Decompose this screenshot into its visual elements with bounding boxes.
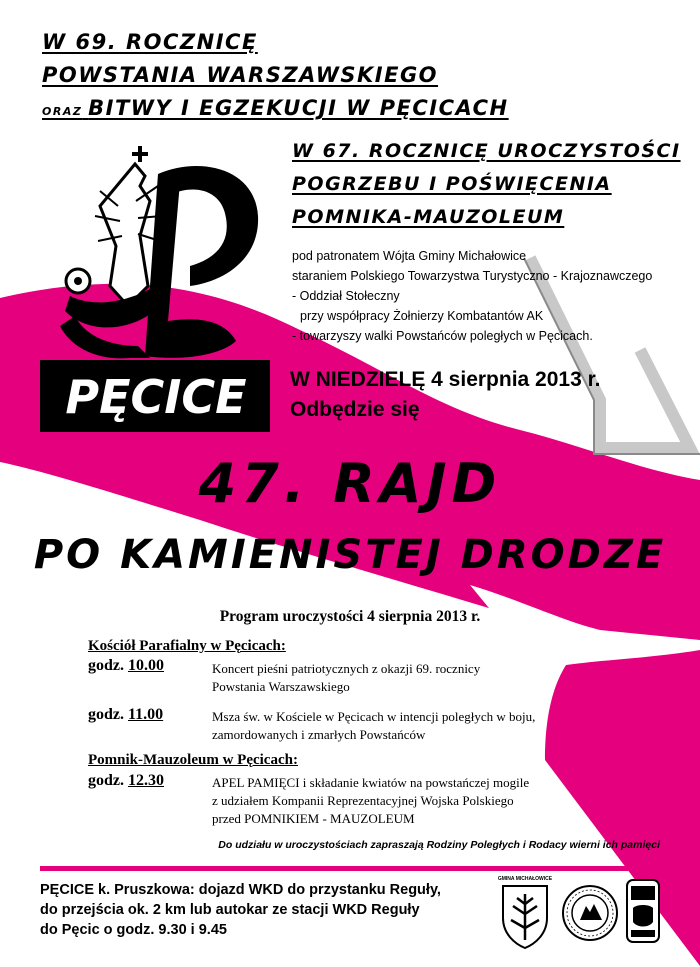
program-desc-3	[212, 774, 529, 828]
footer-divider	[40, 866, 660, 871]
pttk-logo	[560, 880, 620, 950]
gmina-logo	[497, 876, 553, 952]
program-title: Program uroczystości 4 sierpnia 2013 r.	[219, 608, 481, 625]
event-subtitle: PO KAMIENISTEJ DRODZE	[33, 532, 667, 578]
program-time-2	[88, 706, 163, 724]
header-line-3-prefix: ORAZ	[42, 105, 83, 118]
directions-line: PĘCICE k. Pruszkowa: dojazd WKD do przystanku Reguły,	[40, 882, 441, 898]
kombatant-logo	[625, 878, 661, 944]
time-prefix: godz.	[88, 706, 124, 723]
time-value: 10.00	[128, 657, 164, 674]
time-value: 12.30	[128, 772, 164, 789]
desc-line: przed POMNIKIEM - MAUZOLEUM	[212, 811, 415, 826]
desc-line: APEL PAMIĘCI i składanie kwiatów na powstańczej mogile	[212, 775, 530, 790]
desc-line: z udziałem Kompanii Reprezentacyjnej Wojska Polskiego	[212, 793, 514, 808]
desc-line: Koncert pieśni patriotycznych z okazji 69. rocznicy	[212, 661, 481, 676]
header-line-3-main: BITWY I EGZEKUCJI W PĘCICACH	[88, 96, 509, 120]
patronage-text	[292, 246, 682, 346]
emblem-place-name: PĘCICE	[65, 370, 247, 424]
header-line-3	[42, 96, 509, 121]
directions	[40, 880, 441, 940]
desc-line: Powstania Warszawskiego	[212, 679, 350, 694]
desc-line: zamordowanych i zmarłych Powstańców	[212, 727, 426, 742]
event-title: 47. RAJD	[198, 452, 502, 515]
program-desc-1	[212, 660, 480, 696]
subheader-line-3: POMNIKA-MAUZOLEUM	[292, 206, 565, 228]
pttk-club-badge-icon	[560, 880, 620, 950]
event-date-sub: Odbędzie się	[290, 398, 420, 421]
directions-line: do przejścia ok. 2 km lub autokar ze stacji WKD Reguły	[40, 902, 420, 918]
gmina-logo-caption: GMINA MICHAŁOWICE	[497, 876, 553, 882]
emblem	[40, 146, 275, 436]
time-value: 11.00	[128, 706, 164, 723]
program-time-1	[88, 657, 164, 675]
kombatant-badge-icon	[625, 878, 661, 944]
program-place-2: Pomnik-Mauzoleum w Pęcicach:	[88, 752, 298, 768]
gmina-coat-of-arms-icon	[497, 882, 553, 950]
header-line-1: W 69. ROCZNICĘ	[42, 30, 258, 54]
patronage-line: pod patronatem Wójta Gminy Michałowice	[292, 249, 527, 263]
program-desc-2	[212, 708, 535, 744]
program-time-3	[88, 772, 164, 790]
patronage-line: przy współpracy Żołnierzy Kombatantów AK	[300, 309, 544, 323]
time-prefix: godz.	[88, 772, 124, 789]
event-date: W NIEDZIELĘ 4 sierpnia 2013 r.	[290, 368, 601, 391]
directions-line: do Pęcic o godz. 9.30 i 9.45	[40, 922, 227, 938]
subheader-line-2: POGRZEBU I POŚWIĘCENIA	[292, 173, 612, 195]
time-prefix: godz.	[88, 657, 124, 674]
header-line-2: POWSTANIA WARSZAWSKIEGO	[42, 63, 439, 87]
invitation-note: Do udziału w uroczystościach zapraszają Rodziny Poległych i Rodacy wierni ich pamięci	[218, 839, 660, 851]
desc-line: Msza św. w Kościele w Pęcicach w intencji poległych w boju,	[212, 709, 536, 724]
program-place-1: Kościół Parafialny w Pęcicach:	[88, 638, 286, 654]
patronage-line: - Oddział Stołeczny	[292, 289, 400, 303]
subheader-line-1: W 67. ROCZNICĘ UROCZYSTOŚCI	[292, 140, 681, 162]
patronage-line: - towarzyszy walki Powstańców poległych w Pęcicach.	[292, 329, 593, 343]
patronage-line: staraniem Polskiego Towarzystwa Turystyczno - Krajoznawczego	[292, 269, 653, 283]
